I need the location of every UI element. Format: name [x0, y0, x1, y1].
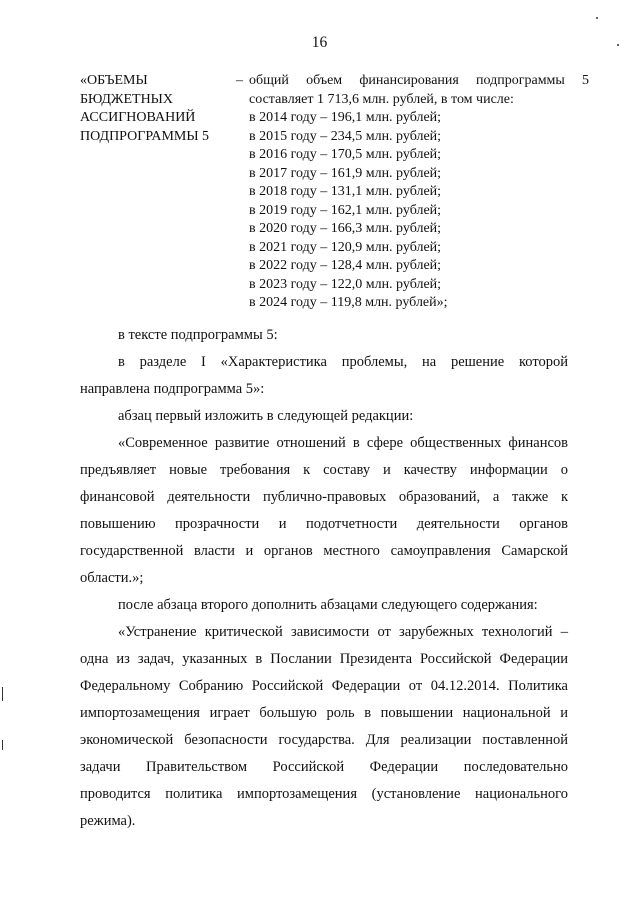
paragraph: [80, 619, 568, 835]
text-line: направлена подпрограмма 5»:: [80, 381, 265, 397]
paragraph-text: [80, 430, 568, 592]
paragraph: [80, 322, 568, 349]
budget-line: в 2014 году – 196,1 млн. рублей;: [249, 110, 442, 125]
scan-speck: [617, 44, 619, 46]
paragraph: [80, 349, 568, 403]
page-number: 16: [311, 34, 328, 51]
text-line: в разделе I «Характеристика проблемы, на решение которой: [118, 354, 568, 370]
text-line: после абзаца второго дополнить абзацами следующего содержания:: [118, 597, 538, 613]
budget-details: [249, 72, 589, 313]
text-line: финансовой деятельности публично-правовых образований, а также к: [80, 489, 568, 505]
budget-total-line: общий объем финансирования подпрограммы 5: [249, 73, 589, 88]
scan-speck: [2, 687, 3, 701]
paragraph-text: [80, 592, 568, 619]
paragraph-text: [80, 322, 568, 349]
text-line: экономической безопасности государства. Для реализации поставленной: [80, 732, 568, 748]
text-line: одна из задач, указанных в Послании Президента Российской Федерации: [80, 651, 568, 667]
budget-label-line: АССИГНОВАНИЙ: [80, 110, 196, 125]
budget-line: в 2021 году – 120,9 млн. рублей;: [249, 239, 442, 255]
budget-line: в 2023 году – 122,0 млн. рублей;: [249, 276, 442, 292]
text-line: импортозамещения играет большую роль в повышении национальной и: [80, 705, 568, 721]
budget-line: в 2015 году – 234,5 млн. рублей;: [249, 128, 442, 144]
text-line: государственной власти и органов местного самоуправления Самарской: [80, 543, 568, 559]
paragraph: [80, 592, 568, 619]
budget-line: в 2016 году – 170,5 млн. рублей;: [249, 147, 442, 162]
budget-label-line: ПОДПРОГРАММЫ 5: [80, 128, 210, 144]
paragraph: [80, 403, 568, 430]
budget-line: в 2019 году – 162,1 млн. рублей;: [249, 202, 442, 218]
scan-speck: [596, 17, 598, 19]
text-line: задачи Правительством Российской Федерации последовательно: [80, 759, 568, 775]
text-line: «Устранение критической зависимости от зарубежных технологий –: [118, 624, 568, 640]
budget-line: в 2018 году – 131,1 млн. рублей;: [249, 184, 442, 199]
text-line: Федеральному Собранию Российской Федерации от 04.12.2014. Политика: [80, 678, 568, 694]
budget-dash: –: [236, 73, 243, 88]
text-line: в тексте подпрограммы 5:: [118, 327, 278, 343]
text-line: абзац первый изложить в следующей редакции:: [118, 408, 414, 424]
text-line: проводится политика импортозамещения (установление национального: [80, 786, 568, 802]
paragraph-text: [80, 403, 568, 430]
budget-line: в 2020 году – 166,3 млн. рублей;: [249, 221, 442, 236]
paragraph-text: [80, 349, 568, 403]
paragraph-text: [80, 619, 568, 835]
budget-line: в 2024 году – 119,8 млн. рублей»;: [249, 295, 448, 310]
budget-label-line: «ОБЪЕМЫ: [80, 73, 148, 88]
budget-label: [80, 72, 240, 146]
budget-label-line: БЮДЖЕТНЫХ: [80, 91, 174, 107]
paragraph: [80, 430, 568, 592]
text-line: режима).: [80, 813, 136, 829]
text-line: «Современное развитие отношений в сфере общественных финансов: [118, 435, 568, 451]
text-line: предъявляет новые требования к составу и качеству информации о: [80, 462, 568, 478]
budget-line: составляет 1 713,6 млн. рублей, в том числе:: [249, 91, 514, 107]
text-line: повышению прозрачности и подотчетности деятельности органов: [80, 516, 568, 532]
budget-line: в 2017 году – 161,9 млн. рублей;: [249, 165, 442, 181]
budget-line: в 2022 году – 128,4 млн. рублей;: [249, 258, 442, 273]
scan-speck: [2, 740, 3, 750]
text-line: области.»;: [80, 570, 144, 586]
